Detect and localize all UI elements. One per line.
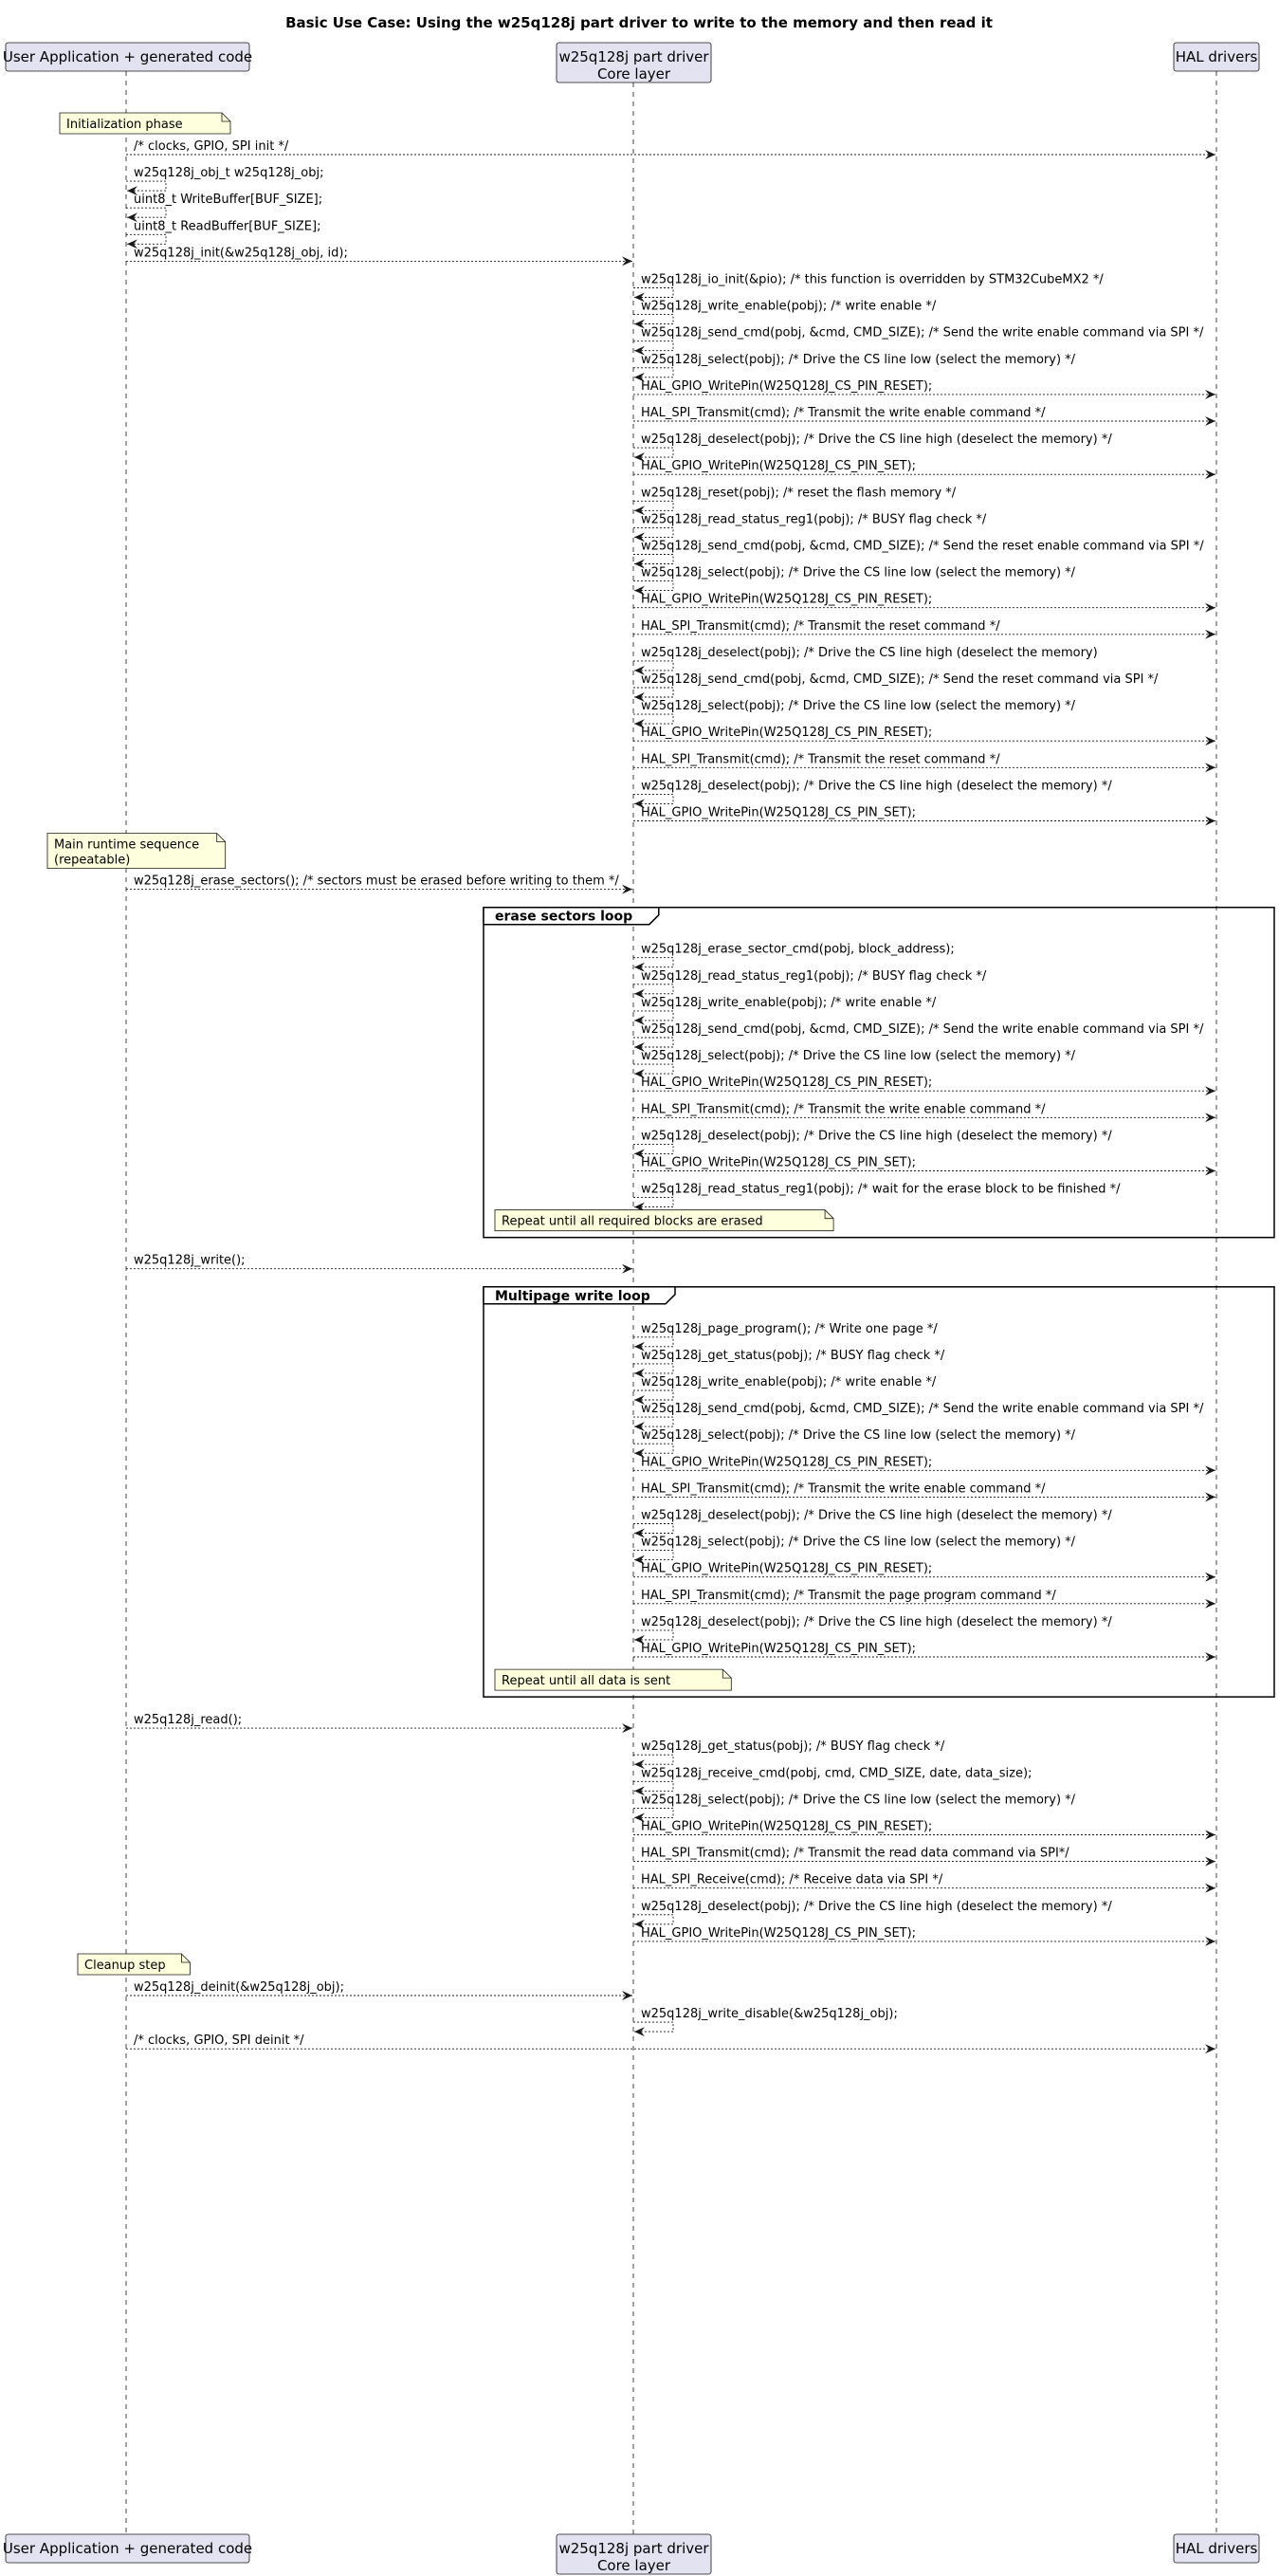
self-message-arrow: [633, 2022, 673, 2032]
message-label: w25q128j_deselect(pobj); /* Drive the CS line high (deselect the memory) */: [641, 432, 1112, 448]
message-label: HAL_GPIO_WritePin(W25Q128J_CS_PIN_RESET);: [641, 1076, 933, 1091]
message-label: w25q128j_select(pobj); /* Drive the CS line low (select the memory) */: [641, 1535, 1076, 1550]
self-message-arrow: [633, 688, 673, 697]
message-label: w25q128j_send_cmd(pobj, &cmd, CMD_SIZE); /* Send the reset enable command via SPI */: [641, 539, 1204, 554]
message-label: HAL_GPIO_WritePin(W25Q128J_CS_PIN_RESET);: [641, 726, 933, 741]
self-message-arrow: [126, 234, 166, 244]
participant-hal-bottom: [1174, 2534, 1259, 2563]
self-message-arrow: [633, 501, 673, 510]
loop-frame-label: Multipage write loop: [495, 1288, 650, 1304]
message-label: w25q128j_deinit(&w25q128j_obj);: [134, 1980, 344, 1995]
message-label: w25q128j_deselect(pobj); /* Drive the CS line high (deselect the memory) */: [641, 1899, 1112, 1914]
message-label: w25q128j_select(pobj); /* Drive the CS line low (select the memory) */: [641, 565, 1076, 580]
self-message-arrow: [633, 448, 673, 457]
message-label: HAL_GPIO_WritePin(W25Q128J_CS_PIN_RESET);: [641, 592, 933, 607]
message-label: w25q128j_get_status(pobj); /* BUSY flag check */: [641, 1348, 945, 1363]
message-label: uint8_t WriteBuffer[BUF_SIZE];: [134, 193, 323, 208]
message-label: HAL_SPI_Transmit(cmd); /* Transmit the write enable command */: [641, 1481, 1046, 1497]
message-label: w25q128j_read_status_reg1(pobj); /* BUSY flag check */: [641, 512, 987, 527]
note-text: Repeat until all data is sent: [502, 1674, 671, 1689]
participant-core-top: [557, 43, 711, 83]
self-message-arrow: [633, 1444, 673, 1453]
note: [495, 1669, 731, 1690]
message-label: HAL_GPIO_WritePin(W25Q128J_CS_PIN_SET);: [641, 459, 917, 474]
message-label: w25q128j_select(pobj); /* Drive the CS line low (select the memory) */: [641, 352, 1076, 367]
participant-label: User Application + generated code: [2, 2540, 253, 2557]
participant-hal-top: [1174, 43, 1259, 71]
message-label: w25q128j_write_enable(pobj); /* write enable */: [641, 299, 937, 314]
self-message-arrow: [633, 958, 673, 967]
message-label: w25q128j_deselect(pobj); /* Drive the CS line high (deselect the memory): [641, 645, 1098, 660]
message-label: w25q128j_get_status(pobj); /* BUSY flag check */: [641, 1739, 945, 1755]
message-label: w25q128j_receive_cmd(pobj, cmd, CMD_SIZE, date, data_size);: [641, 1766, 1032, 1781]
message-label: w25q128j_erase_sectors(); /* sectors must be erased before writing to them */: [134, 874, 619, 889]
self-message-arrow: [633, 1524, 673, 1534]
message-label: w25q128j_send_cmd(pobj, &cmd, CMD_SIZE); /* Send the write enable command via SPI */: [641, 325, 1204, 340]
message-label: w25q128j_select(pobj); /* Drive the CS line low (select the memory) */: [641, 1049, 1076, 1064]
self-message-arrow: [633, 527, 673, 537]
loop-frame-label: erase sectors loop: [495, 909, 633, 925]
message-label: w25q128j_deselect(pobj); /* Drive the CS line high (deselect the memory) */: [641, 779, 1112, 794]
self-message-arrow: [633, 1417, 673, 1426]
self-message-arrow: [633, 368, 673, 377]
note: [47, 834, 226, 869]
message-label: HAL_GPIO_WritePin(W25Q128J_CS_PIN_SET);: [641, 1642, 917, 1656]
self-message-arrow: [633, 1144, 673, 1153]
message-label: w25q128j_send_cmd(pobj, &cmd, CMD_SIZE); /* Send the write enable command via SPI */: [641, 1402, 1204, 1417]
message-label: w25q128j_select(pobj); /* Drive the CS line low (select the memory) */: [641, 1793, 1076, 1808]
self-message-arrow: [633, 581, 673, 591]
message-label: w25q128j_io_init(&pio); /* this function is overridden by STM32CubeMX2 */: [641, 272, 1104, 287]
message-label: HAL_GPIO_WritePin(W25Q128J_CS_PIN_RESET);: [641, 1455, 933, 1470]
self-message-arrow: [633, 661, 673, 671]
self-message-arrow: [633, 1755, 673, 1764]
message-label: w25q128j_obj_t w25q128j_obj;: [134, 166, 324, 181]
message-label: HAL_SPI_Transmit(cmd); /* Transmit the reset command */: [641, 618, 1000, 634]
participant-core-bottom: [557, 2534, 711, 2574]
message-label: w25q128j_send_cmd(pobj, &cmd, CMD_SIZE); /* Send the write enable command via SPI */: [641, 1022, 1204, 1037]
note: [78, 1954, 190, 1975]
message-label: HAL_GPIO_WritePin(W25Q128J_CS_PIN_SET);: [641, 1925, 917, 1941]
self-message-arrow: [633, 1808, 673, 1817]
message-label: HAL_SPI_Transmit(cmd); /* Transmit the read data command via SPI*/: [641, 1846, 1069, 1861]
message-label: HAL_SPI_Receive(cmd); /* Receive data via SPI */: [641, 1872, 943, 1887]
message-label: w25q128j_send_cmd(pobj, &cmd, CMD_SIZE); /* Send the reset command via SPI */: [641, 672, 1159, 687]
message-label: w25q128j_read_status_reg1(pobj); /* wait for the erase block to be finished */: [641, 1182, 1121, 1197]
self-message-arrow: [633, 1337, 673, 1347]
message-label: HAL_SPI_Transmit(cmd); /* Transmit the write enable command */: [641, 406, 1046, 420]
self-message-arrow: [126, 208, 166, 217]
message-label: w25q128j_deselect(pobj); /* Drive the CS line high (deselect the memory) */: [641, 1129, 1112, 1144]
self-message-arrow: [633, 1781, 673, 1791]
message-label: w25q128j_deselect(pobj); /* Drive the CS line high (deselect the memory) */: [641, 1614, 1112, 1629]
self-message-arrow: [633, 1011, 673, 1021]
message-label: HAL_GPIO_WritePin(W25Q128J_CS_PIN_RESET);: [641, 1819, 933, 1834]
message-label: /* clocks, GPIO, SPI deinit */: [134, 2033, 304, 2049]
self-message-arrow: [633, 1064, 673, 1074]
message-label: w25q128j_write_enable(pobj); /* write enable */: [641, 995, 937, 1010]
self-message-arrow: [633, 288, 673, 298]
participant-label: HAL drivers: [1175, 2540, 1258, 2557]
message-label: HAL_GPIO_WritePin(W25Q128J_CS_PIN_RESET);: [641, 1561, 933, 1576]
note-text: (repeatable): [54, 853, 131, 868]
self-message-arrow: [633, 794, 673, 803]
message-label: w25q128j_deselect(pobj); /* Drive the CS line high (deselect the memory) */: [641, 1508, 1112, 1523]
note-text: Main runtime sequence: [54, 837, 200, 853]
diagram-title: Basic Use Case: Using the w25q128j part driver to write to the memory and then read it: [285, 14, 993, 31]
self-message-arrow: [633, 984, 673, 994]
message-label: HAL_GPIO_WritePin(W25Q128J_CS_PIN_RESET);: [641, 378, 933, 394]
message-label: w25q128j_write();: [134, 1253, 246, 1268]
participant-label: w25q128j part driver: [558, 48, 709, 65]
note: [495, 1210, 833, 1231]
self-message-arrow: [633, 1551, 673, 1560]
message-label: w25q128j_page_program(); /* Write one page */: [641, 1321, 938, 1336]
self-message-arrow: [633, 1630, 673, 1640]
message-label: HAL_GPIO_WritePin(W25Q128J_CS_PIN_SET);: [641, 1155, 917, 1170]
participants-top: [3, 43, 1259, 83]
participant-label: Core layer: [596, 2557, 671, 2574]
message-label: uint8_t ReadBuffer[BUF_SIZE];: [134, 219, 321, 234]
message-label: /* clocks, GPIO, SPI init */: [134, 139, 289, 154]
message-label: w25q128j_read_status_reg1(pobj); /* BUSY flag check */: [641, 968, 987, 984]
self-message-arrow: [633, 1915, 673, 1924]
participants-bottom: [3, 2534, 1259, 2574]
note-text: Repeat until all required blocks are erased: [502, 1214, 763, 1229]
participant-app-top: [3, 43, 252, 71]
message-label: w25q128j_write_disable(&w25q128j_obj);: [641, 2007, 898, 2022]
self-message-arrow: [633, 315, 673, 324]
participant-label: w25q128j part driver: [558, 2540, 709, 2557]
message-label: HAL_SPI_Transmit(cmd); /* Transmit the reset command */: [641, 752, 1000, 767]
self-message-arrow: [633, 555, 673, 564]
participant-app-bottom: [3, 2534, 252, 2563]
self-message-arrow: [126, 181, 166, 191]
message-label: HAL_SPI_Transmit(cmd); /* Transmit the write enable command */: [641, 1102, 1046, 1117]
self-message-arrow: [633, 1390, 673, 1400]
participant-label: User Application + generated code: [2, 48, 253, 65]
self-message-arrow: [633, 714, 673, 724]
message-label: w25q128j_select(pobj); /* Drive the CS line low (select the memory) */: [641, 699, 1076, 714]
message-label: HAL_GPIO_WritePin(W25Q128J_CS_PIN_SET);: [641, 805, 917, 820]
participant-label: HAL drivers: [1175, 48, 1258, 65]
self-message-arrow: [633, 1038, 673, 1047]
message-label: w25q128j_init(&w25q128j_obj, id);: [134, 246, 348, 261]
note: [60, 113, 230, 134]
note-text: Initialization phase: [66, 118, 183, 132]
message-label: w25q128j_erase_sector_cmd(pobj, block_address);: [641, 942, 955, 957]
self-message-arrow: [633, 1198, 673, 1207]
message-label: w25q128j_write_enable(pobj); /* write enable */: [641, 1375, 937, 1389]
events: [47, 113, 1215, 2049]
message-label: w25q128j_select(pobj); /* Drive the CS line low (select the memory) */: [641, 1428, 1076, 1444]
note-text: Cleanup step: [84, 1959, 166, 1973]
message-label: w25q128j_read();: [134, 1713, 243, 1728]
self-message-arrow: [633, 1364, 673, 1373]
participant-label: Core layer: [596, 65, 671, 83]
message-label: HAL_SPI_Transmit(cmd); /* Transmit the page program command */: [641, 1588, 1056, 1603]
message-label: w25q128j_reset(pobj); /* reset the flash memory */: [641, 486, 957, 501]
self-message-arrow: [633, 341, 673, 351]
